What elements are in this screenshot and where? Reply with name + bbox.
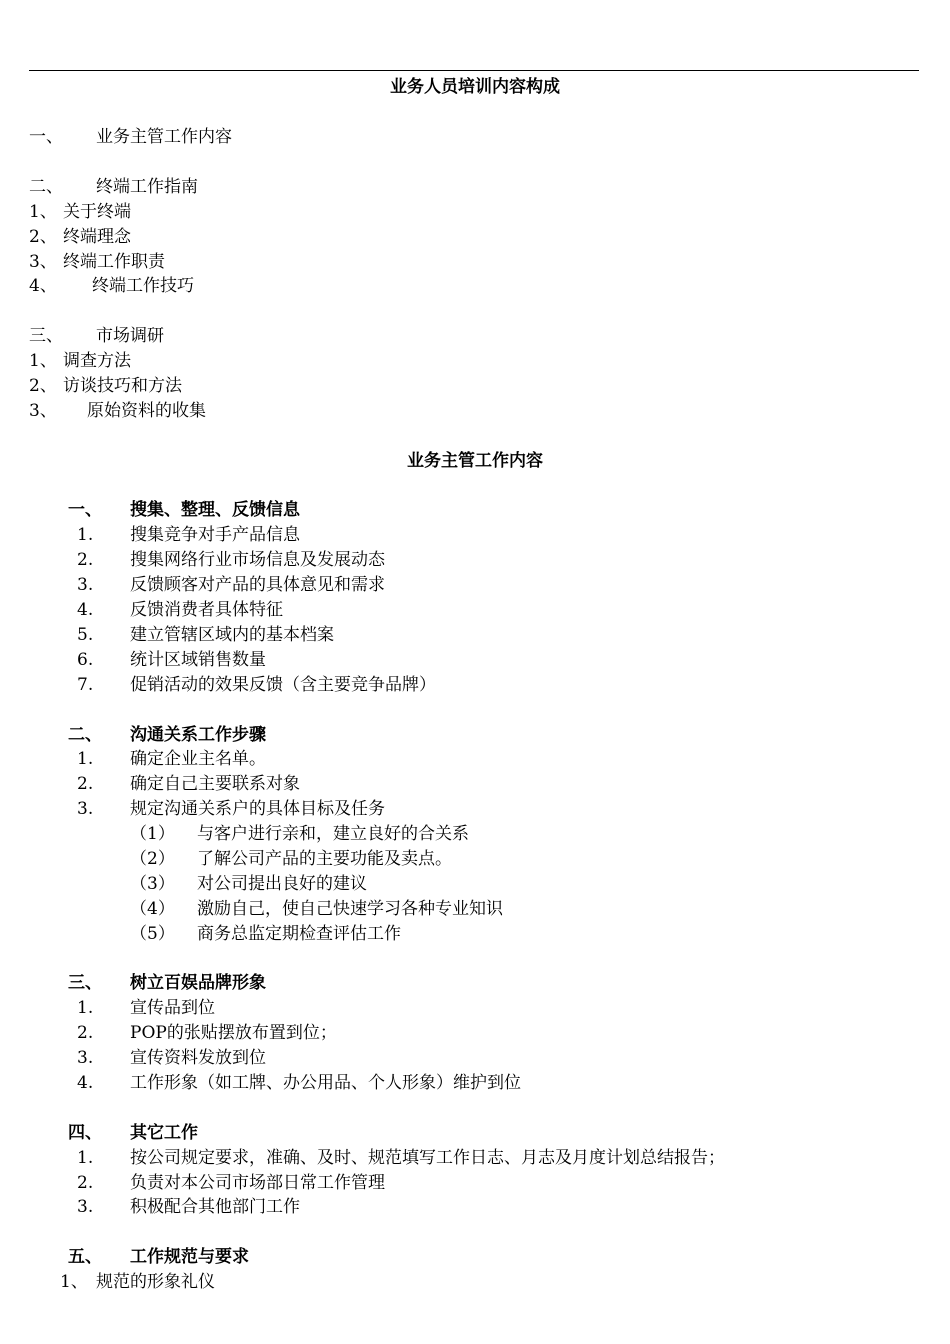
list-item: 搜集竞争对手产品信息 <box>130 525 300 545</box>
list-item-num: 1. <box>77 749 94 769</box>
toc-s1-label: 业务主管工作内容 <box>96 127 232 147</box>
sub-item-num: （4） <box>130 899 175 919</box>
list-item: POP的张贴摆放布置到位； <box>130 1023 337 1043</box>
toc-s2-label: 终端工作指南 <box>96 177 198 197</box>
section-heading: 搜集、整理、反馈信息 <box>130 500 300 520</box>
list-item: 规定沟通关系户的具体目标及任务 <box>130 799 385 819</box>
section-heading: 其它工作 <box>130 1123 198 1143</box>
toc-s3-item-label: 调查方法 <box>63 351 131 371</box>
list-item: 确定企业主名单。 <box>130 749 266 769</box>
toc-s2-item-label: 终端工作技巧 <box>92 276 194 296</box>
toc-s2-item-label: 关于终端 <box>63 202 131 222</box>
body-title: 业务主管工作内容 <box>407 451 543 471</box>
toc-s3-item-num: 1、 <box>29 351 57 371</box>
list-item: 建立管辖区域内的基本档案 <box>130 625 334 645</box>
list-item-num: 2. <box>77 1023 94 1043</box>
sub-item-num: （5） <box>130 924 175 944</box>
list-item: 宣传品到位 <box>130 998 215 1018</box>
list-item: 确定自己主要联系对象 <box>130 774 300 794</box>
toc-s3-num: 三、 <box>29 326 63 346</box>
section-heading: 树立百娱品牌形象 <box>130 973 266 993</box>
toc-s3-item-label: 原始资料的收集 <box>87 401 206 421</box>
list-item-num: 4. <box>77 1073 94 1093</box>
list-item: 宣传资料发放到位 <box>130 1048 266 1068</box>
toc-s2-item-label: 终端理念 <box>63 227 131 247</box>
list-item-num: 1. <box>77 998 94 1018</box>
toc-s3-label: 市场调研 <box>96 326 164 346</box>
list-item: 反馈消费者具体特征 <box>130 600 283 620</box>
section-heading: 工作规范与要求 <box>130 1247 249 1267</box>
sub-item-num: （2） <box>130 849 175 869</box>
list-item-num: 3. <box>77 575 94 595</box>
toc-s2-item-num: 1、 <box>29 202 57 222</box>
list-item-num: 1、 <box>60 1272 88 1292</box>
sub-item-num: （1） <box>130 824 175 844</box>
list-item-num: 1. <box>77 525 94 545</box>
list-item: 促销活动的效果反馈（含主要竞争品牌） <box>130 675 436 695</box>
list-item: 工作形象（如工牌、办公用品、个人形象）维护到位 <box>130 1073 521 1093</box>
sub-item: 商务总监定期检查评估工作 <box>197 924 401 944</box>
list-item-num: 5. <box>77 625 94 645</box>
toc-s3-item-num: 3、 <box>29 401 57 421</box>
toc-s3-item-label: 访谈技巧和方法 <box>63 376 182 396</box>
list-item-num: 7. <box>77 675 94 695</box>
list-item: 搜集网络行业市场信息及发展动态 <box>130 550 385 570</box>
toc-title: 业务人员培训内容构成 <box>390 77 560 97</box>
section-num: 一、 <box>68 500 102 520</box>
sub-item: 了解公司产品的主要功能及卖点。 <box>197 849 452 869</box>
section-heading: 沟通关系工作步骤 <box>130 725 266 745</box>
toc-s3-item-num: 2、 <box>29 376 57 396</box>
sub-item: 对公司提出良好的建议 <box>197 874 367 894</box>
list-item-num: 3. <box>77 1048 94 1068</box>
list-item: 积极配合其他部门工作 <box>130 1197 300 1217</box>
list-item-num: 6. <box>77 650 94 670</box>
section-num: 三、 <box>68 973 102 993</box>
list-item-num: 2. <box>77 774 94 794</box>
toc-s2-item-label: 终端工作职责 <box>63 252 165 272</box>
top-rule <box>29 70 919 71</box>
toc-s2-num: 二、 <box>29 177 63 197</box>
sub-item-num: （3） <box>130 874 175 894</box>
list-item-num: 3. <box>77 799 94 819</box>
list-item-num: 2. <box>77 1173 94 1193</box>
toc-s2-item-num: 2、 <box>29 227 57 247</box>
list-item-num: 1. <box>77 1148 94 1168</box>
list-item: 反馈顾客对产品的具体意见和需求 <box>130 575 385 595</box>
list-item: 统计区域销售数量 <box>130 650 266 670</box>
list-item: 规范的形象礼仪 <box>96 1272 215 1292</box>
list-item: 按公司规定要求，准确、及时、规范填写工作日志、月志及月度计划总结报告； <box>130 1148 725 1168</box>
sub-item: 激励自己，使自己快速学习各种专业知识 <box>197 899 503 919</box>
list-item-num: 3. <box>77 1197 94 1217</box>
sub-item: 与客户进行亲和，建立良好的合关系 <box>197 824 469 844</box>
section-num: 五、 <box>68 1247 102 1267</box>
toc-s2-item-num: 4、 <box>29 276 57 296</box>
list-item-num: 4. <box>77 600 94 620</box>
toc-s1-num: 一、 <box>29 127 63 147</box>
list-item-num: 2. <box>77 550 94 570</box>
toc-s2-item-num: 3、 <box>29 252 57 272</box>
section-num: 二、 <box>68 725 102 745</box>
list-item: 负责对本公司市场部日常工作管理 <box>130 1173 385 1193</box>
section-num: 四、 <box>68 1123 102 1143</box>
